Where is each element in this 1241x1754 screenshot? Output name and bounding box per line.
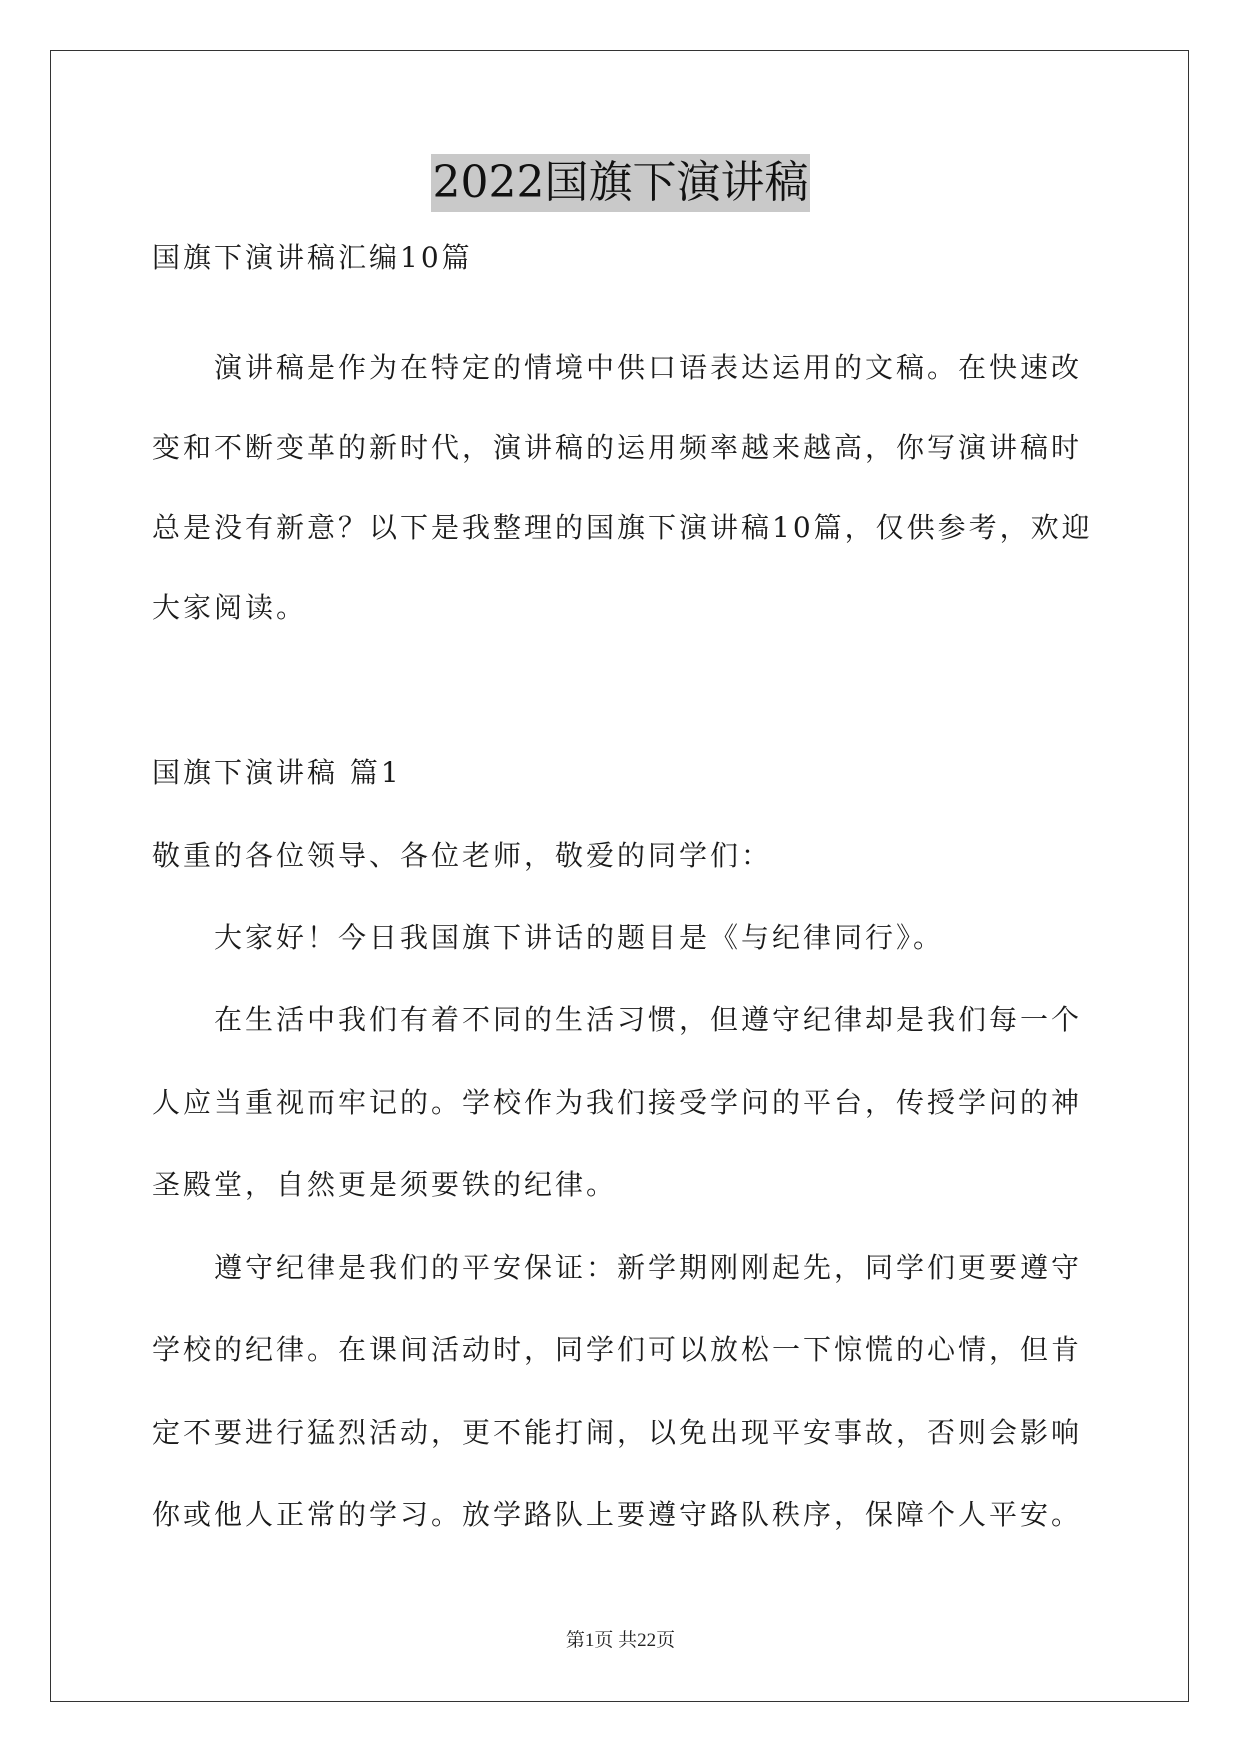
- salutation: 敬重的各位领导、各位老师，敬爱的同学们：: [152, 839, 773, 872]
- document-subtitle: 国旗下演讲稿汇编10篇: [152, 241, 473, 274]
- intro-line-2: 变和不断变革的新时代，演讲稿的运用频率越来越高，你写演讲稿时: [152, 431, 1083, 464]
- intro-line-4: 大家阅读。: [152, 591, 308, 624]
- intro-line-3: 总是没有新意？以下是我整理的国旗下演讲稿10篇，仅供参考，欢迎: [152, 511, 1093, 544]
- para1-line-2: 人应当重视而牢记的。学校作为我们接受学问的平台，传授学问的神: [152, 1086, 1083, 1119]
- para1-line-3: 圣殿堂，自然更是须要铁的纪律。: [152, 1168, 618, 1201]
- para1-line-1: 在生活中我们有着不同的生活习惯，但遵守纪律却是我们每一个: [214, 1003, 1083, 1036]
- greeting: 大家好！今日我国旗下讲话的题目是《与纪律同行》。: [214, 921, 945, 954]
- para2-line-2: 学校的纪律。在课间活动时，同学们可以放松一下惊慌的心情，但肯: [152, 1333, 1083, 1366]
- document-title-wrap: [0, 154, 1241, 212]
- section-heading: 国旗下演讲稿 篇1: [152, 756, 402, 789]
- page-border: [50, 50, 1189, 1702]
- document-title: 2022国旗下演讲稿: [431, 154, 811, 212]
- para2-line-1: 遵守纪律是我们的平安保证：新学期刚刚起先，同学们更要遵守: [214, 1251, 1083, 1284]
- page-footer: 第1页 共22页: [565, 1630, 676, 1651]
- para2-line-4: 你或他人正常的学习。放学路队上要遵守路队秩序，保障个人平安。: [152, 1498, 1083, 1531]
- intro-line-1: 演讲稿是作为在特定的情境中供口语表达运用的文稿。在快速改: [214, 351, 1083, 384]
- para2-line-3: 定不要进行猛烈活动，更不能打闹，以免出现平安事故，否则会影响: [152, 1416, 1083, 1449]
